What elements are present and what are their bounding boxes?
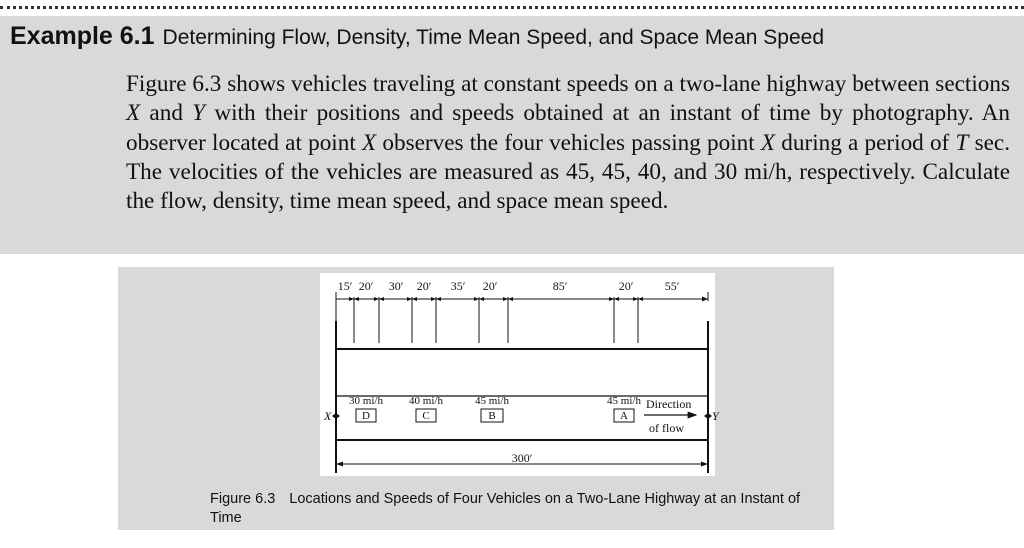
section-y-arrow: [704, 413, 712, 419]
example-label: Example 6.1: [10, 22, 155, 50]
vehicle-speed: 45 mi/h: [607, 395, 641, 407]
vehicle-d: [349, 395, 383, 422]
vehicle-b: [475, 395, 509, 422]
vehicle-speed: 45 mi/h: [475, 395, 509, 407]
spacing-label: 55′: [664, 279, 680, 293]
caption-text: Locations and Speeds of Four Vehicles on a Two-Lane Highway at an Instant of Time: [210, 491, 801, 526]
spacing-label: 20′: [416, 279, 432, 293]
direction-label-2: of flow: [649, 421, 684, 435]
dimension-ticks: [336, 292, 708, 343]
vehicle-id: D: [362, 410, 370, 422]
section-y-label: Y: [712, 409, 719, 423]
spacing-label: 20′: [358, 279, 374, 293]
vehicle-a: [607, 395, 641, 422]
vehicle-c: [409, 395, 443, 422]
spacing-label: 15′: [337, 279, 353, 293]
spacing-label: 30′: [388, 279, 404, 293]
direction-label: Direction: [646, 397, 692, 411]
spacing-label: 20′: [618, 279, 634, 293]
spacing-label: 20′: [482, 279, 498, 293]
vehicle-id: A: [620, 410, 628, 422]
section-x-label: X: [324, 409, 332, 423]
vehicle-speed: 30 mi/h: [349, 395, 383, 407]
spacing-label: 35′: [450, 279, 466, 293]
section-x-arrow: [332, 413, 340, 419]
caption-label: Figure 6.3: [210, 491, 276, 507]
top-dotted-rule: [0, 6, 1024, 9]
vehicle-id: B: [488, 410, 496, 422]
problem-statement: Figure 6.3 shows vehicles traveling at constant speeds on a two-lane highway between sections X and Y with their positions and speeds obtained at an instant of time by photography. An observer located at point X observes the four vehicles passing point X during a period of T sec. The velocities of the vehicles are measured as 45, 45, 40, and 30 mi/h, respectively. Calculate the flow, density, time mean speed, and space mean speed.: [126, 71, 1010, 215]
total-length-label: 300′: [511, 451, 533, 465]
figure-caption: [210, 490, 810, 528]
highway-diagram: [320, 273, 719, 476]
vehicle-id: C: [422, 410, 430, 422]
vehicle-speed: 40 mi/h: [409, 395, 443, 407]
example-subtitle: Determining Flow, Density, Time Mean Speed, and Space Mean Speed: [162, 26, 825, 49]
spacing-labels: [338, 279, 680, 293]
spacing-label: 85′: [552, 279, 568, 293]
example-heading: [10, 22, 824, 51]
